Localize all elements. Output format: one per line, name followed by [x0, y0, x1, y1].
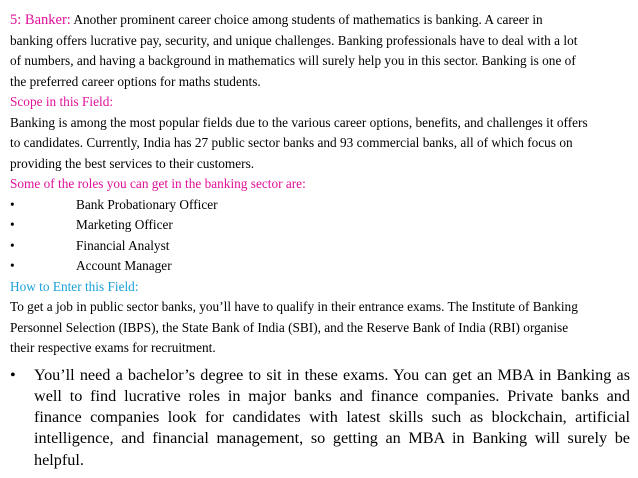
scope-line-1: Banking is among the most popular fields due to the various career options, benefits, and challenges it offers — [10, 114, 588, 130]
enter-line-2: Personnel Selection (IBPS), the State Bank of India (SBI), and the Reserve Bank of India (RBI) organise — [10, 319, 569, 335]
enter-line-1: To get a job in public sector banks, you’ll have to qualify in their entrance exams. The Institute of Banking — [10, 299, 578, 314]
list-item — [10, 256, 630, 277]
roles-heading: Some of the roles you can get in the banking sector are: — [10, 176, 306, 191]
bullet-mark: • — [10, 365, 16, 384]
role-item-text: Bank Probationary Officer — [76, 196, 218, 212]
banker-text-1: Another prominent career choice among students of mathematics is banking. A career in — [70, 12, 543, 27]
role-item-text: Marketing Officer — [76, 217, 173, 232]
banker-heading: 5: Banker: — [10, 12, 71, 28]
banker-line-2: banking offers lucrative pay, security, and unique challenges. Banking professionals have to deal with a lot — [10, 32, 578, 48]
banker-line-4: the preferred career options for maths students. — [10, 73, 261, 89]
list-item — [10, 195, 630, 216]
enter-line-3: their respective exams for recruitment. — [10, 340, 216, 355]
role-item-text: Financial Analyst — [76, 237, 170, 253]
bullet-mark: • — [10, 258, 15, 273]
banker-line-3: of numbers, and having a background in mathematics will surely help you in this sector. Banking is one of — [10, 53, 576, 68]
bullet-mark: • — [10, 217, 15, 232]
mba-bullet — [10, 365, 630, 471]
enter-heading: How to Enter this Field: — [10, 278, 139, 294]
list-item — [10, 215, 630, 236]
scope-heading: Scope in this Field: — [10, 94, 114, 109]
mba-bullet-text: You’ll need a bachelor’s degree to sit in these exams. You can get an MBA in Banking as well to find lucrative roles in major banks and finance companies. Private banks and finance companies look for candidates with latest skills such as blockchain, artificial intelligence, and financial management, so getting an MBA in Banking will surely be helpful. — [34, 365, 630, 469]
role-item-text: Account Manager — [76, 258, 172, 273]
list-item — [10, 236, 630, 257]
document-page — [10, 10, 630, 471]
bullet-mark: • — [10, 237, 15, 253]
bullet-mark: • — [10, 196, 15, 212]
scope-line-3: providing the best services to their customers. — [10, 155, 255, 171]
banker-line-1 — [10, 10, 630, 31]
scope-line-2: to candidates. Currently, India has 27 public sector banks and 93 commercial banks, all of which focus on — [10, 135, 573, 150]
